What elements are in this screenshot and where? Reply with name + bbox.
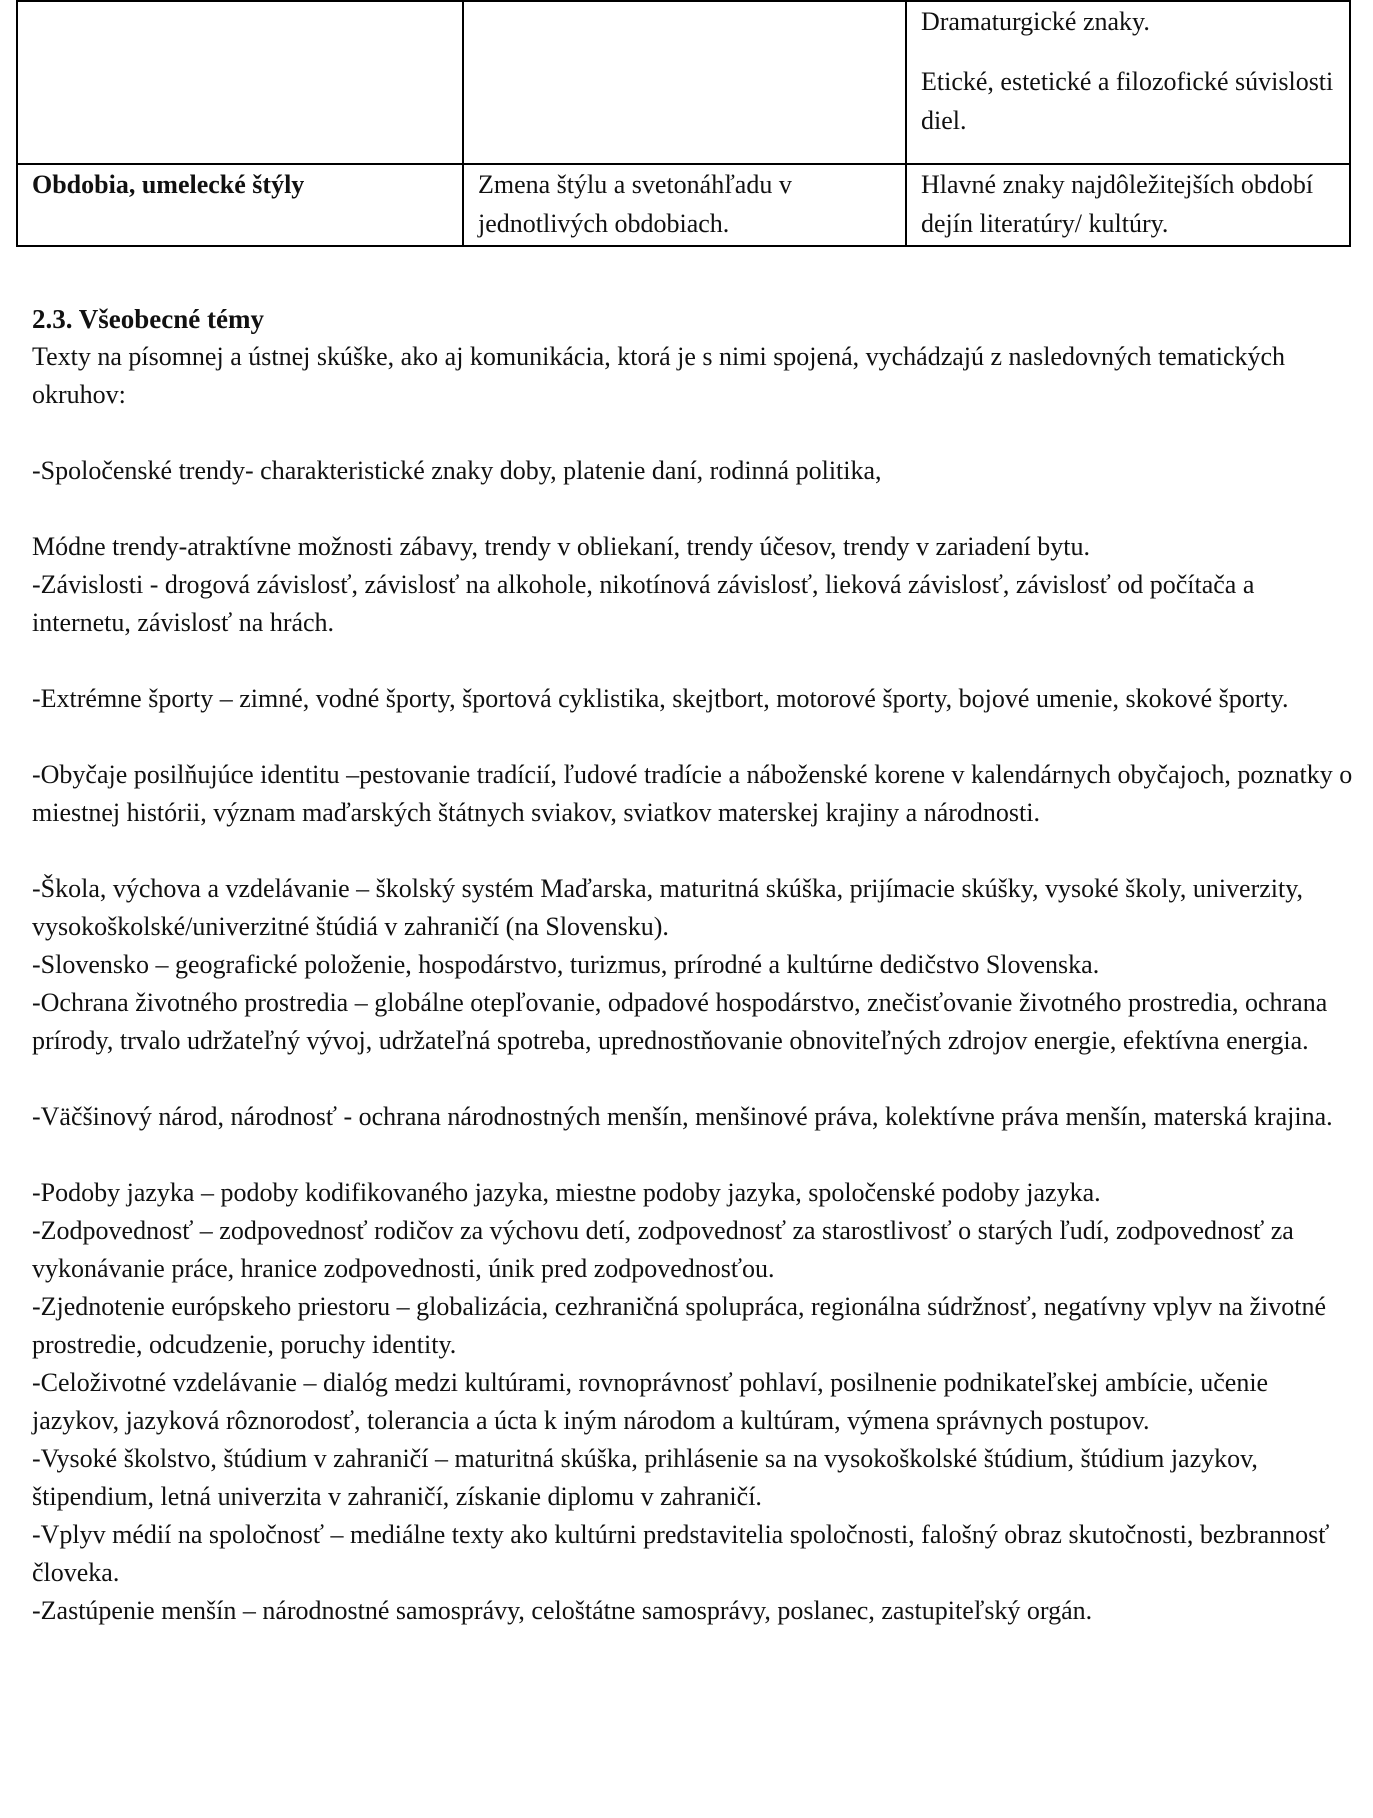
topic-paragraph: -Ochrana životného prostredia – globálne otepľovanie, odpadové hospodárstvo, znečisťovanie životného prostredia, ochrana prírody, trvalo udržateľný vývoj, udržateľná spotreba, uprednostňovanie obnoviteľných zdrojov energie, efektívna energia.	[32, 988, 1328, 1055]
cell-text: Dramaturgické znaky.	[921, 7, 1150, 36]
table-row	[17, 1, 1350, 164]
table-row	[17, 164, 1350, 246]
topic-paragraph: -Vplyv médií na spoločnosť – mediálne texty ako kultúrni predstavitelia spoločnosti, falošný obraz skutočnosti, bezbrannosť človeka.	[32, 1520, 1330, 1587]
topic-paragraph: -Zjednotenie európskeho priestoru – globalizácia, cezhraničná spolupráca, regionálna súdržnosť, negatívny vplyv na životné prostredie, odcudzenie, poruchy identity.	[32, 1292, 1327, 1359]
topic-paragraph: -Škola, výchova a vzdelávanie – školský systém Maďarska, maturitná skúška, prijímacie skúšky, vysoké školy, univerzity, vysokoškolské/univerzitné štúdiá v zahraničí (na Slovensku).	[32, 874, 1304, 941]
topic-paragraph: -Závislosti - drogová závislosť, závislosť na alkohole, nikotínová závislosť, lieková závislosť, závislosť od počítača a internetu, závislosť na hrách.	[32, 570, 1255, 637]
topic-paragraph: Módne trendy-atraktívne možnosti zábavy, trendy v obliekaní, trendy účesov, trendy v zariadení bytu.	[32, 532, 1090, 561]
general-topics-section	[32, 300, 1357, 1630]
intro-paragraph: Texty na písomnej a ústnej skúške, ako aj komunikácia, ktorá je s nimi spojená, vychádzajú z nasledovných tematických okruhov:	[32, 342, 1286, 409]
cell-text: Etické, estetické a filozofické súvislosti diel.	[921, 67, 1334, 135]
topic-paragraph: -Slovensko – geografické položenie, hospodárstvo, turizmus, prírodné a kultúrne dedičstvo Slovenska.	[32, 950, 1100, 979]
table-cell-main-features: Hlavné znaky najdôležitejších období dejín literatúry/ kultúry.	[906, 164, 1350, 246]
topic-paragraph: -Extrémne športy – zimné, vodné športy, športová cyklistika, skejtbort, motorové športy, bojové umenie, skokové športy.	[32, 684, 1289, 713]
topic-paragraph: -Celoživotné vzdelávanie – dialóg medzi kultúrami, rovnoprávnosť pohlaví, posilnenie podnikateľskej ambície, učenie jazykov, jazyková rôznorodosť, tolerancia a úcta k iným národom a kultúram, výmena správnych postupov.	[32, 1368, 1269, 1435]
topic-paragraph: -Zastúpenie menšín – národnostné samosprávy, celoštátne samosprávy, poslanec, zastupiteľský orgán.	[32, 1596, 1093, 1625]
section-heading: 2.3. Všeobecné témy	[32, 304, 264, 334]
topic-paragraph: -Obyčaje posilňujúce identitu –pestovanie tradícií, ľudové tradície a náboženské korene v kalendárnych obyčajoch, poznatky o miestnej histórii, význam maďarských štátnych sviakov, sviatkov materskej krajiny a národnosti.	[32, 760, 1353, 827]
topic-paragraph: -Spoločenské trendy- charakteristické znaky doby, platenie daní, rodinná politika,	[32, 456, 882, 485]
topic-paragraph: -Zodpovednosť – zodpovednosť rodičov za výchovu detí, zodpovednosť za starostlivosť o starých ľudí, zodpovednosť za vykonávanie práce, hranice zodpovednosti, únik pred zodpovednosťou.	[32, 1216, 1294, 1283]
topic-paragraph: -Väčšinový národ, národnosť - ochrana národnostných menšín, menšinové práva, kolektívne práva menšín, materská krajina.	[32, 1102, 1333, 1131]
table-cell-style-change: Zmena štýlu a svetonáhľadu v jednotlivých obdobiach.	[463, 164, 906, 246]
table-cell-period: Obdobia, umelecké štýly	[17, 164, 463, 246]
table-cell	[463, 1, 906, 164]
table-cell	[906, 1, 1350, 164]
topic-paragraph: -Podoby jazyka – podoby kodifikovaného jazyka, miestne podoby jazyka, spoločenské podoby jazyka.	[32, 1178, 1101, 1207]
topics-table	[16, 0, 1351, 247]
topic-paragraph: -Vysoké školstvo, štúdium v zahraničí – maturitná skúška, prihlásenie sa na vysokoškolské štúdium, štúdium jazykov, štipendium, letná univerzita v zahraničí, získanie diplomu v zahraničí.	[32, 1444, 1258, 1511]
table-cell	[17, 1, 463, 164]
